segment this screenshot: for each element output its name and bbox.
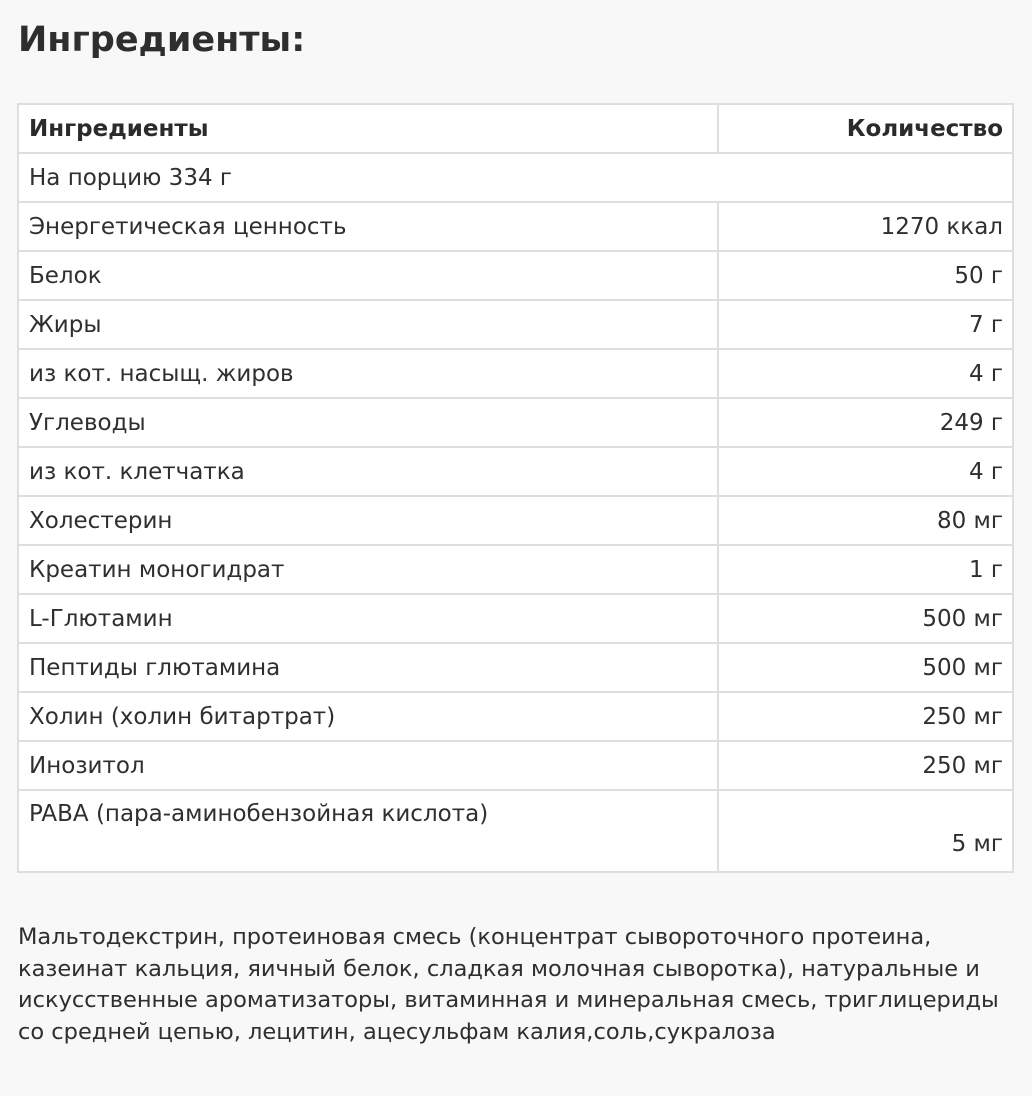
ingredient-name: из кот. насыщ. жиров [18,349,718,398]
column-header-ingredients: Ингредиенты [18,104,718,153]
ingredient-quantity: 80 мг [718,496,1013,545]
page-title: Ингредиенты: [18,20,306,60]
table-row [18,790,1013,872]
ingredient-quantity: 500 мг [718,594,1013,643]
table-row [18,692,1013,741]
table-row [18,300,1013,349]
ingredient-name: PABA (пара-аминобензойная кислота) [18,790,718,872]
ingredient-name: Холин (холин битартрат) [18,692,718,741]
ingredient-quantity: 500 мг [718,643,1013,692]
table-row [18,594,1013,643]
table-row [18,202,1013,251]
ingredient-name: Углеводы [18,398,718,447]
ingredient-quantity: 4 г [718,447,1013,496]
ingredient-quantity: 249 г [718,398,1013,447]
serving-size-label: На порцию 334 г [18,153,1013,202]
table-row [18,545,1013,594]
ingredient-quantity: 1 г [718,545,1013,594]
column-header-quantity: Количество [718,104,1013,153]
table-row [18,447,1013,496]
serving-row [18,153,1013,202]
ingredient-name: Холестерин [18,496,718,545]
ingredient-quantity: 7 г [718,300,1013,349]
ingredient-name: Пептиды глютамина [18,643,718,692]
table-header-row [18,104,1013,153]
ingredient-quantity: 1270 ккал [718,202,1013,251]
ingredient-name: Креатин моногидрат [18,545,718,594]
table-row [18,643,1013,692]
ingredient-name: Инозитол [18,741,718,790]
ingredient-name: из кот. клетчатка [18,447,718,496]
nutrition-table-container [17,103,1012,873]
ingredient-name: Жиры [18,300,718,349]
table-row [18,251,1013,300]
ingredient-quantity: 250 мг [718,741,1013,790]
ingredient-quantity: 50 г [718,251,1013,300]
ingredient-name: L-Глютамин [18,594,718,643]
table-row [18,496,1013,545]
ingredient-name: Белок [18,251,718,300]
ingredient-quantity: 250 мг [718,692,1013,741]
ingredient-name: Энергетическая ценность [18,202,718,251]
table-row [18,349,1013,398]
ingredient-quantity: 5 мг [718,790,1013,872]
nutrition-table [17,103,1014,873]
table-row [18,741,1013,790]
table-row [18,398,1013,447]
composition-text: Мальтодекстрин, протеиновая смесь (концентрат сывороточного протеина, казеинат кальция, яичный белок, сладкая молочная сыворотка), натуральные и искусственные ароматизаторы, витаминная и минеральная смесь, триглицериды со средней цепью, лецитин, ацесульфам калия,соль,сукралоза [18,924,999,1045]
ingredient-quantity: 4 г [718,349,1013,398]
